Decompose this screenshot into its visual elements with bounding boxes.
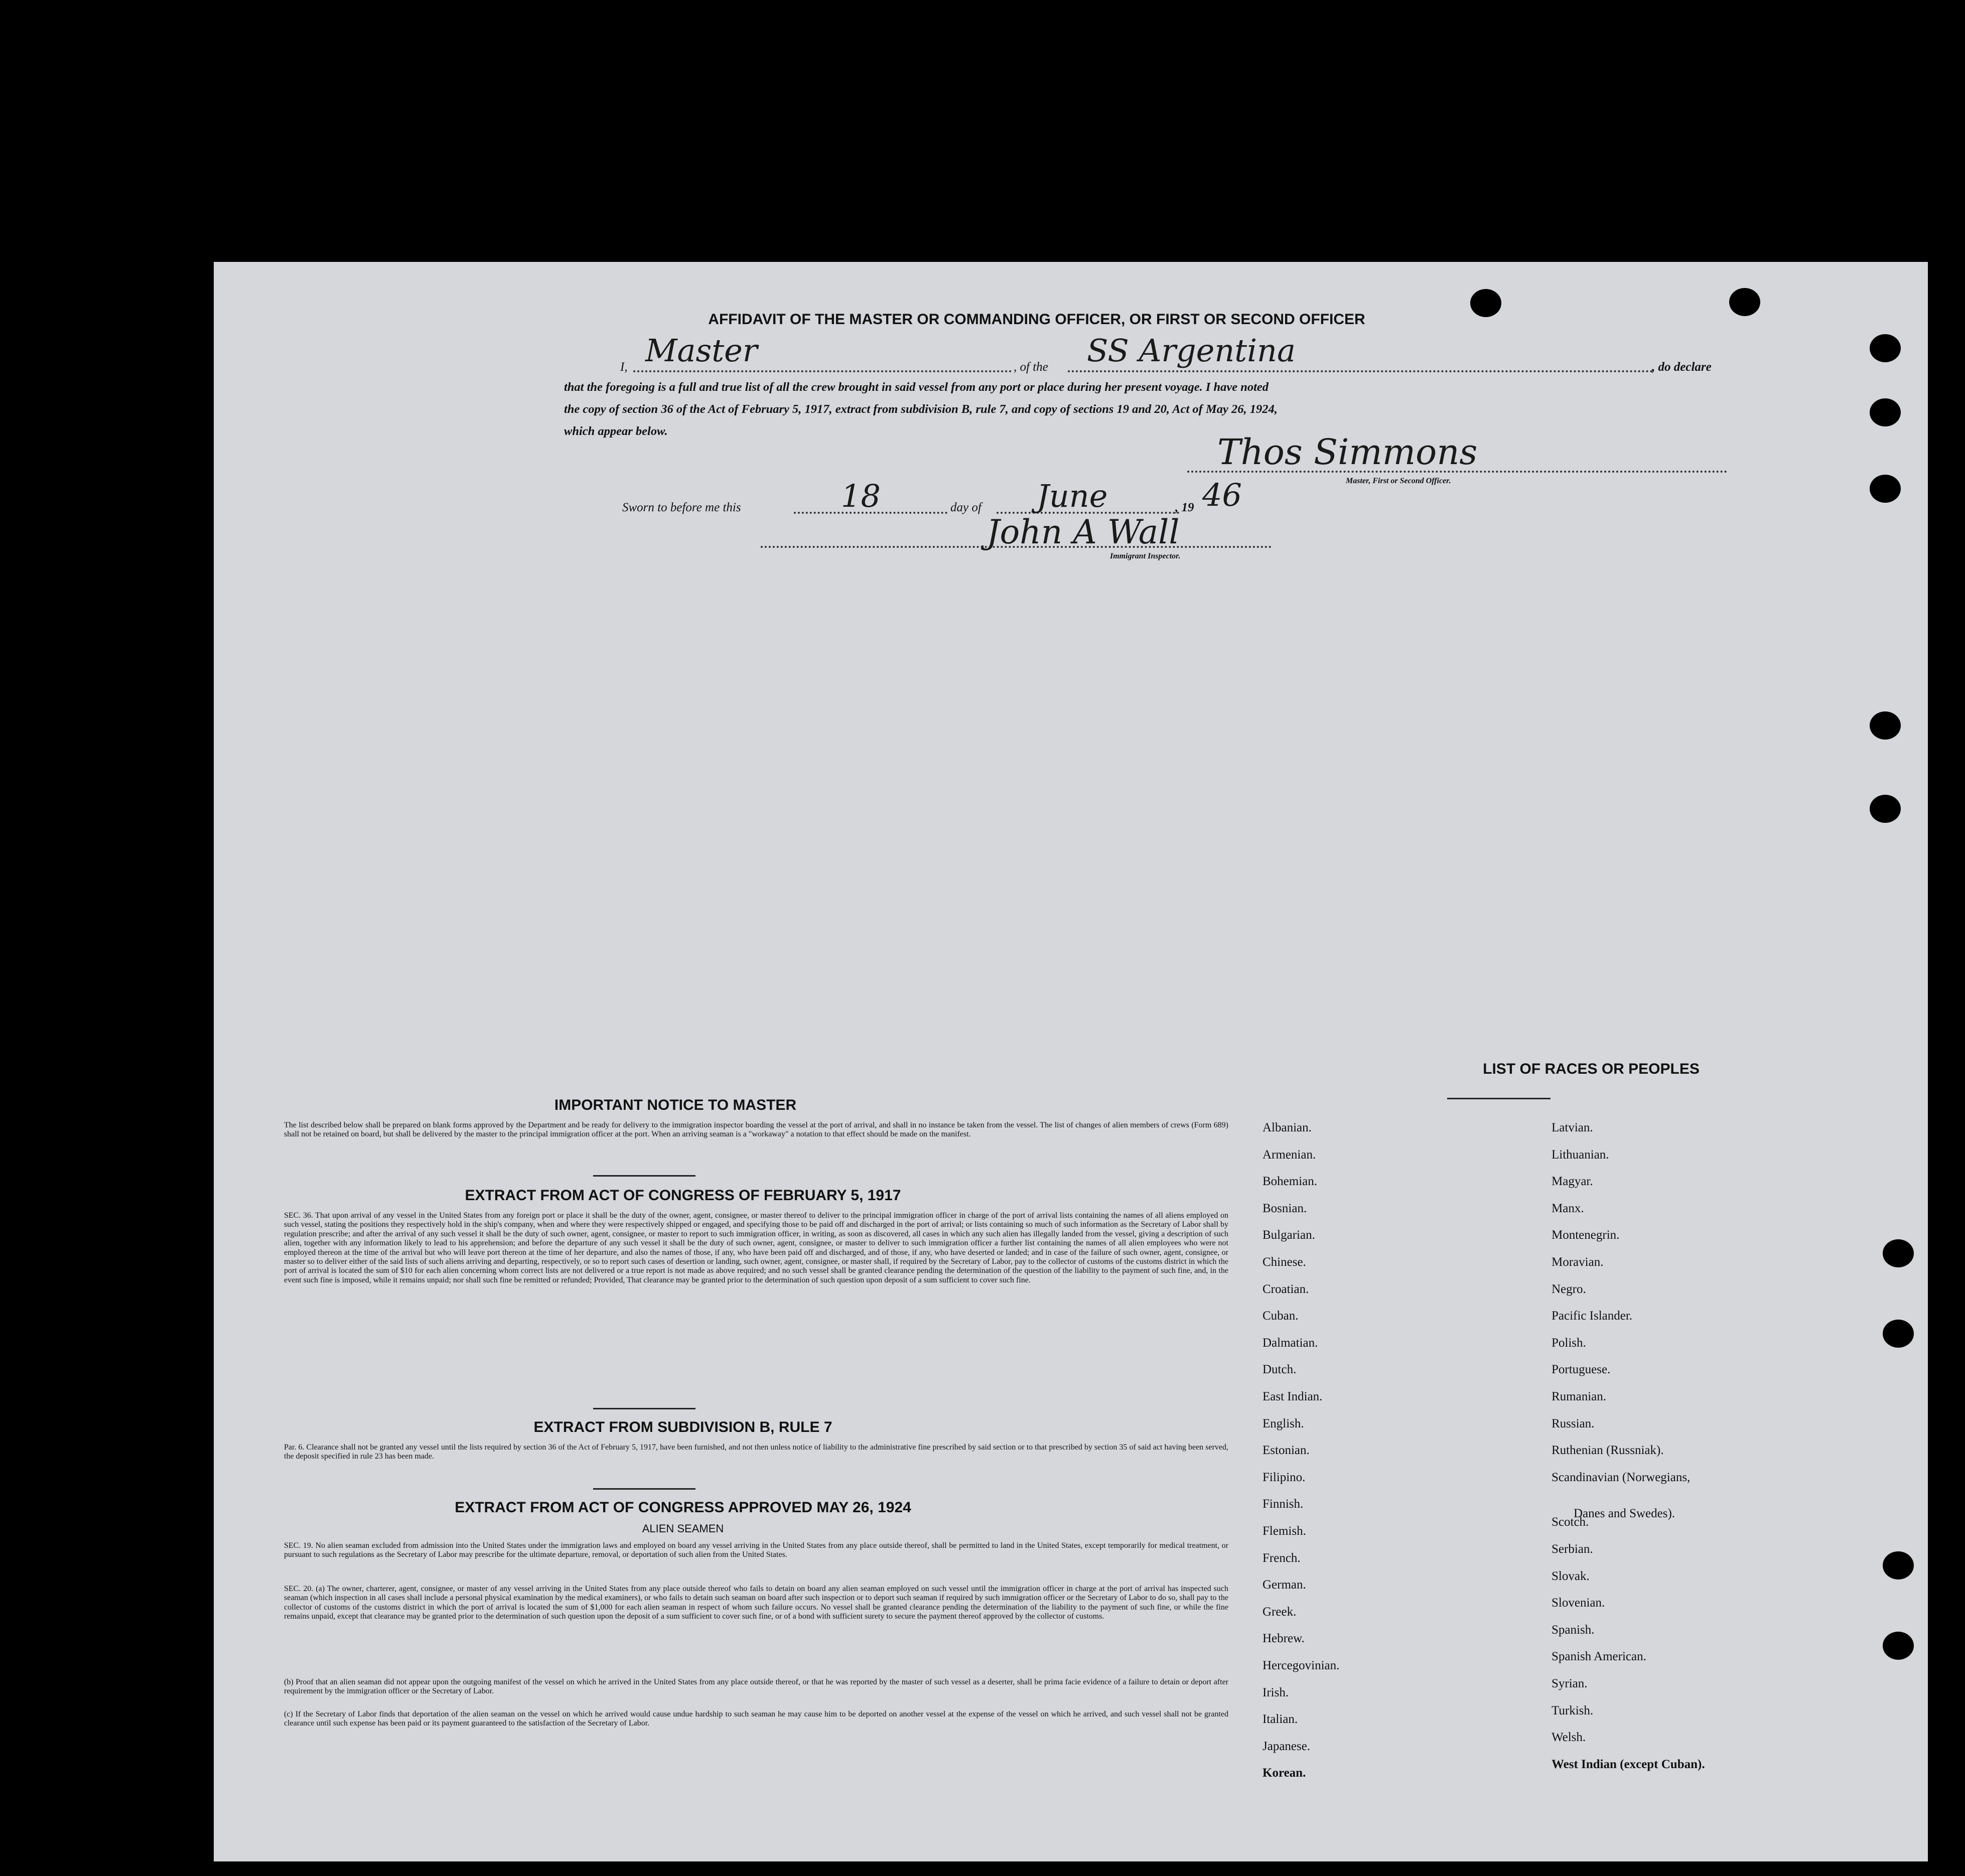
punch-hole (1883, 1320, 1914, 1348)
race-item: Bosnian. (1262, 1201, 1307, 1215)
extract-1917-body: SEC. 36. That upon arrival of any vessel in the United States from any foreign port or place it shall be the duty of the owner, agent, consignee, or master thereof to deliver to the principal immigration officer in charge of the port of arrival lists containing the names of all aliens employed on such vessel, stating the positions they respectively hold in the ship's company, when and where they were respectively shipped or engaged, and specifying those to be paid off and discharged in the port of arrival; or lists containing so much of such information as the Secretary of Labor shall by regulation prescribe; and after the arrival of any such vessel it shall be the duty of such owner, agent, consignee, or master to report to such immigration officer, in writing, as soon as discovered, all cases in which any such alien has illegally landed from the vessel, giving a description of such alien, together with any information likely to lead to his apprehension; and before the departure of any such vessel it shall be the duty of such owner, agent, consignee, or master to deliver to such immigration officer a further list containing the names of all alien employees who were not employed thereon at the time of the arrival but who will leave port thereon at the time of her departure, and also the names of those, if any, who have been paid off and discharged, and of those, if any, who have deserted or landed; and in case of the failure of such owner, agent, consignee, or master so to deliver either of the said lists of such aliens arriving and departing, respectively, or so to report such cases of desertion or landing, such owner, agent, consignee, or master shall, if required by the Secretary of Labor, pay to the collector of customs of the customs district in which the port of arrival is located the sum of $10 for each alien concerning whom correct lists are not delivered or a true report is not made as above required; and no such vessel shall be granted clearance pending the determination of the question of the liability to the payment of such fine, and, in the event such fine is imposed, while it remains unpaid; nor shall such fine be remitted or refunded; Provided, That clearance may be granted prior to the determination of such question upon deposit of a sum sufficient to cover such fine. (284, 1211, 1228, 1284)
race-item: Slovenian. (1552, 1596, 1605, 1610)
race-item: Italian. (1262, 1712, 1298, 1726)
race-item: Lithuanian. (1552, 1147, 1609, 1162)
year-prefix: , 19 (1175, 501, 1194, 514)
sworn-label: Sworn to before me this (622, 501, 741, 514)
race-item: Filipino. (1262, 1470, 1306, 1484)
extract-1924-title: EXTRACT FROM ACT OF CONGRESS APPROVED MAY 26, 1924 (455, 1499, 911, 1516)
races-title: LIST OF RACES OR PEOPLES (1483, 1061, 1700, 1077)
race-item: East Indian. (1262, 1390, 1323, 1403)
race-item: Welsh. (1552, 1730, 1586, 1745)
punch-hole (1883, 1239, 1914, 1267)
officer-title-line (633, 370, 1012, 372)
rule7-title: EXTRACT FROM SUBDIVISION B, RULE 7 (533, 1419, 832, 1435)
race-item: Negro. (1552, 1282, 1586, 1296)
punch-hole (1729, 288, 1760, 316)
affidavit-line-3: the copy of section 36 of the Act of February 5, 1917, extract from subdivision B, rule 7, and copy of sections 19 and 20, Act of May 26, 1924, (564, 402, 1278, 416)
race-item: Flemish. (1262, 1524, 1306, 1538)
race-item: Cuban. (1262, 1309, 1299, 1323)
race-item: Chinese. (1262, 1255, 1306, 1269)
race-item: Montenegrin. (1552, 1228, 1620, 1242)
affidavit-line-2: that the foregoing is a full and true list of all the crew brought in said vessel from any port or place during her present voyage. I have noted (564, 380, 1269, 394)
master-caption: Master, First or Second Officer. (1346, 477, 1451, 485)
race-item: Hebrew. (1262, 1632, 1305, 1646)
race-item: Korean. (1262, 1766, 1306, 1780)
race-item: Dutch. (1262, 1363, 1297, 1377)
race-item: Bulgarian. (1262, 1228, 1315, 1242)
punch-hole (1883, 1551, 1914, 1579)
punch-hole (1883, 1632, 1914, 1660)
sec19-body: SEC. 19. No alien seaman excluded from admission into the United States under the immigration laws and employed on board any vessel arriving in the United States from any place outside thereof, shall be permitted to land in the United States, except temporarily for medical treatment, or pursuant to such regulations as the Secretary of Labor may prescribe for the ultimate departure, removal, or deportation of such alien from the United States. (284, 1541, 1228, 1559)
race-item: Moravian. (1552, 1255, 1604, 1269)
race-item: Latvian. (1552, 1121, 1593, 1134)
vessel-name-handwritten: SS Argentina (1087, 332, 1296, 369)
of-the-label: , of the (1014, 360, 1048, 374)
race-item: Estonian. (1262, 1444, 1310, 1458)
inspector-signature: John A Wall (987, 513, 1180, 551)
officer-title-handwritten: Master (645, 332, 758, 369)
sec20c-body: (c) If the Secretary of Labor finds that deportation of the alien seaman on the vessel on which he arrived would cause undue hardship to such seaman he may cause him to be deported on another vessel at the expense of the vessel on which he arrived, and such vessel shall not be granted clearance until such expense has been paid or its payment guaranteed to the satisfaction of the Secretary of Labor. (284, 1710, 1228, 1728)
race-item: West Indian (except Cuban). (1552, 1757, 1705, 1771)
vessel-line (1068, 370, 1653, 372)
race-item: Slovak. (1552, 1569, 1590, 1583)
race-item: Hercegovinian. (1262, 1659, 1340, 1672)
section-divider (1447, 1098, 1551, 1099)
rule7-body: Par. 6. Clearance shall not be granted any vessel until the lists required by section 36 of the Act of February 5, 1917, have been furnished, and not then unless notice of liability to the administrative fine prescribed by said section or to that prescribed by section 35 of said act having been served, the deposit specified in rule 23 has been made. (284, 1443, 1228, 1461)
race-item: Manx. (1552, 1201, 1584, 1215)
race-item: Finnish. (1262, 1497, 1304, 1511)
punch-hole (1870, 334, 1901, 362)
race-item: Portuguese. (1552, 1363, 1611, 1377)
punch-hole (1870, 398, 1901, 426)
race-item: Syrian. (1552, 1677, 1588, 1690)
race-item: Dalmatian. (1262, 1336, 1318, 1350)
race-item: Ruthenian (Russniak). (1552, 1444, 1664, 1458)
punch-hole (1870, 795, 1901, 823)
sec20b-body: (b) Proof that an alien seaman did not appear upon the outgoing manifest of the vessel on which he arrived in the United States from any place outside thereof, or that he was reported by the master of such vessel as a deserter, shall be prima facie evidence of a failure to detain or deport after requirement by the immigration officer or the Secretary of Labor. (284, 1678, 1228, 1696)
document-page (214, 262, 1928, 1861)
month-handwritten: June (1037, 478, 1108, 514)
race-item: Armenian. (1262, 1147, 1316, 1162)
punch-hole (1870, 711, 1901, 740)
race-item: Scotch. (1552, 1515, 1589, 1529)
inspector-caption: Immigrant Inspector. (1110, 552, 1181, 560)
race-item: Croatian. (1262, 1282, 1309, 1296)
race-item: Pacific Islander. (1552, 1309, 1633, 1323)
affidavit-prefix: I, (620, 360, 628, 374)
do-declare-label: , do declare (1652, 360, 1712, 374)
punch-hole (1870, 475, 1901, 503)
year-handwritten: 46 (1202, 477, 1242, 513)
section-divider (593, 1488, 695, 1490)
day-handwritten: 18 (841, 478, 881, 514)
race-item: Danes and Swedes). (1574, 1506, 1675, 1520)
notice-body: The list described below shall be prepared on blank forms approved by the Department and be ready for delivery to the immigration inspector boarding the vessel at the port of arrival, and shall in no instance be taken from the vessel. The list of changes of alien members of crews (Form 689) shall not be retained on board, but shall be delivered by the master to the principal immigration officer at the port. When an arriving seaman is a "workaway" a notation to that effect should be made on the manifest. (284, 1121, 1228, 1139)
extract-1924-subtitle: ALIEN SEAMEN (642, 1522, 724, 1535)
race-item: Spanish. (1552, 1623, 1595, 1637)
race-item: Albanian. (1262, 1121, 1312, 1134)
race-item: Russian. (1552, 1416, 1595, 1430)
race-item: English. (1262, 1416, 1304, 1430)
day-of-label: day of (950, 501, 981, 514)
master-signature: Thos Simmons (1217, 431, 1478, 473)
race-item: Magyar. (1552, 1175, 1593, 1189)
section-divider (593, 1408, 695, 1409)
sec20a-body: SEC. 20. (a) The owner, charterer, agent, consignee, or master of any vessel arriving in the United States from any place outside thereof who fails to detain on board any alien seaman employed on such vessel until the immigration officer in charge at the port of arrival has inspected such seaman (which inspection in all cases shall include a personal physical examination by the medical examiners), or who fails to detain such seaman on board after such inspection or to deport such seaman if required by such immigration officer or the Secretary of Labor to do so, shall pay to the collector of customs of the customs district in which the port of arrival is located the sum of $1,000 for each alien seaman in respect of whom such failure occurs. No vessel shall be granted clearance pending the determination of the liability to the payment of such fine, or while the fine remains unpaid, except that clearance may be granted prior to the determination of such question upon the deposit of a sum sufficient to cover such fine, or of a bond with sufficient surety to secure the payment thereof approved by the collector of customs. (284, 1584, 1228, 1621)
race-item: German. (1262, 1578, 1306, 1592)
race-item: Japanese. (1262, 1739, 1311, 1753)
race-item: French. (1262, 1551, 1301, 1565)
race-item: Polish. (1552, 1336, 1586, 1350)
race-item: Irish. (1262, 1685, 1289, 1699)
affidavit-title: AFFIDAVIT OF THE MASTER OR COMMANDING OFFICER, OR FIRST OR SECOND OFFICER (708, 311, 1365, 328)
race-item: Serbian. (1552, 1542, 1593, 1556)
race-item: Turkish. (1552, 1703, 1594, 1717)
race-item: Greek. (1262, 1605, 1297, 1619)
race-item: Rumanian. (1552, 1390, 1607, 1403)
affidavit-line-4: which appear below. (564, 424, 668, 438)
section-divider (593, 1175, 695, 1177)
extract-1917-title: EXTRACT FROM ACT OF CONGRESS OF FEBRUARY 5, 1917 (465, 1187, 901, 1204)
race-item: Bohemian. (1262, 1175, 1318, 1189)
race-item: Scandinavian (Norwegians, (1552, 1470, 1691, 1484)
notice-title: IMPORTANT NOTICE TO MASTER (554, 1097, 797, 1113)
race-item: Spanish American. (1552, 1650, 1646, 1664)
